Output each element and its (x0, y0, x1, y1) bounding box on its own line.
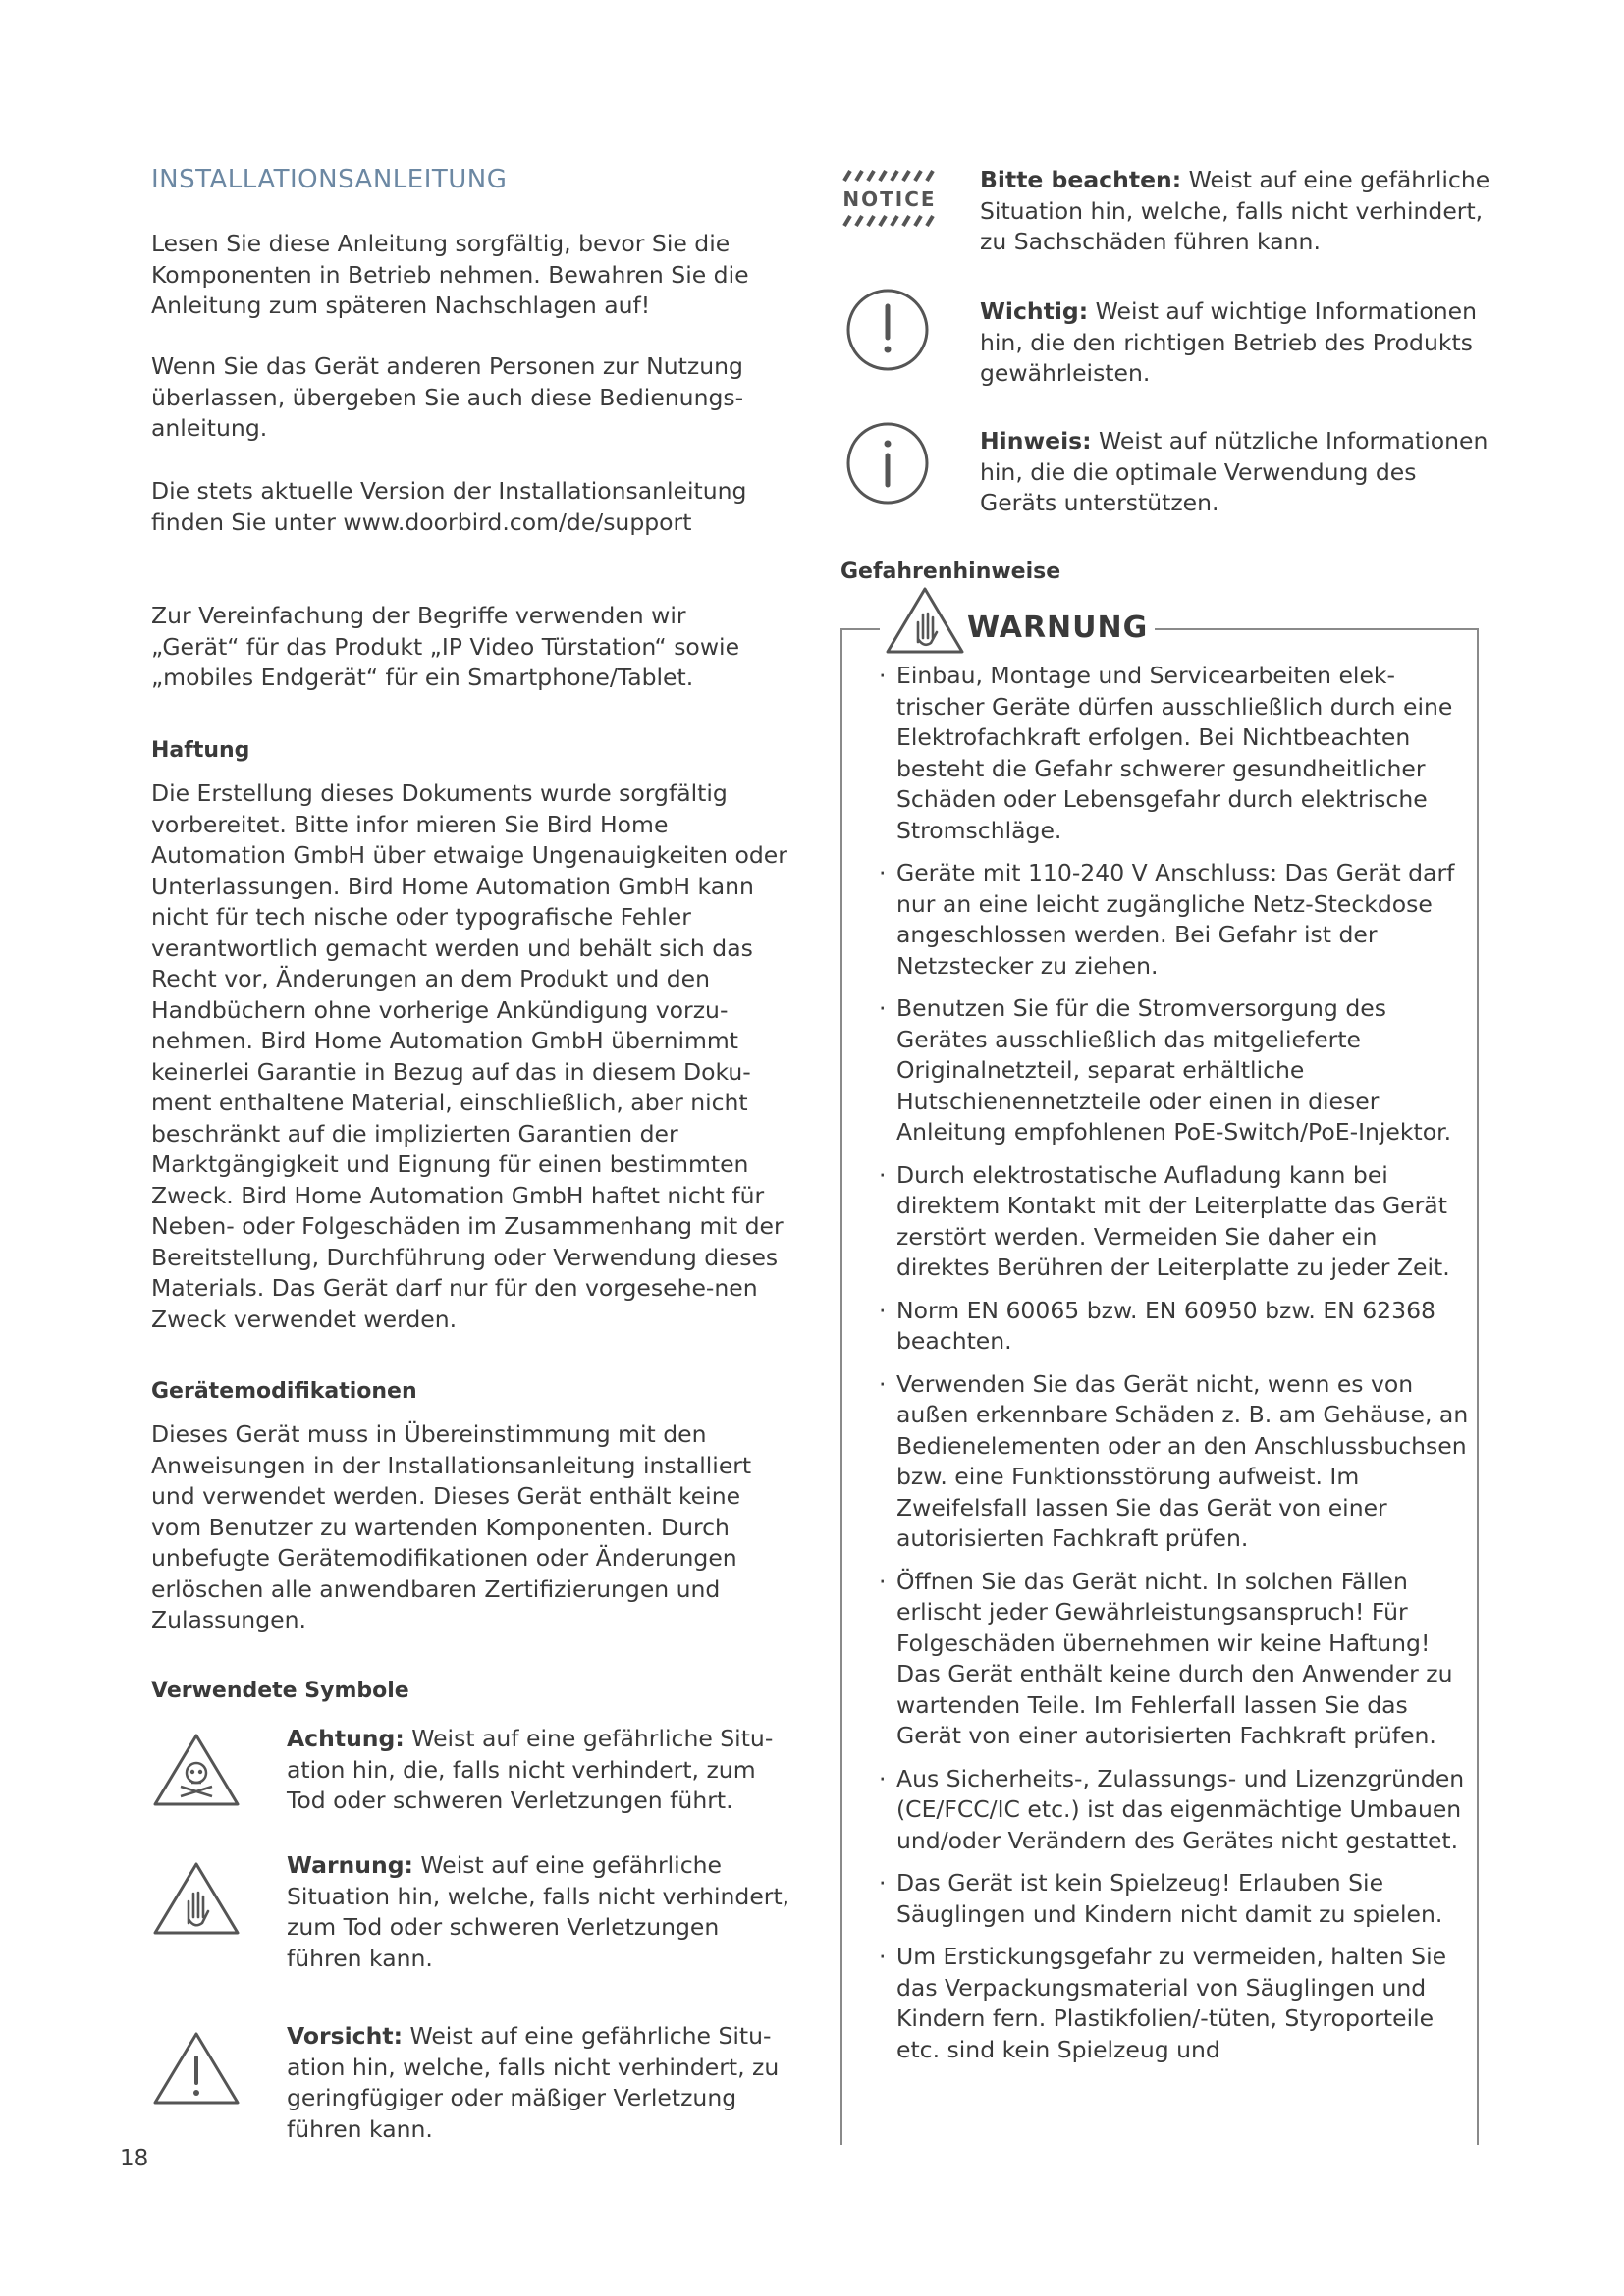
info-circle-icon (844, 420, 931, 507)
warning-title: WARNUNG (967, 611, 1149, 645)
exclamation-warning-icon (151, 2028, 242, 2109)
warning-list (879, 661, 1473, 2077)
symbol-vorsicht-label: Vorsicht: (287, 2022, 403, 2050)
symbol-bitte-beachten-label: Bitte beachten: (980, 166, 1182, 193)
list-item: · Durch elektrostatische Aufladung kann bei direktem Kontakt mit der Leiterplatte das Gerät zerstört werden. Vermeiden Sie daher ein direktes Berühren der Leiterplatte zu jeder Zeit. (879, 1160, 1450, 1281)
svg-text:NOTICE: NOTICE (842, 187, 937, 211)
notice-icon (840, 169, 939, 230)
symbol-bitte-beachten-text: Bitte beachten: Weist auf eine gefährliche Situation hin, welche, falls nicht verhindert, zu Sachschäden führen kann. (980, 166, 1490, 255)
symbol-vorsicht-text: Vorsicht: Weist auf eine gefährliche Situ-ation hin, welche, falls nicht verhindert, zu geringfügiger oder mäßiger Verletzung führen kann. (287, 2022, 780, 2143)
list-item: · Das Gerät ist kein Spielzeug! Erlauben Sie Säuglingen und Kindern nicht damit zu spielen. (879, 1869, 1443, 1928)
hand-warning-icon (884, 585, 966, 656)
list-item: · Einbau, Montage und Servicearbeiten elek-trischer Geräte dürfen ausschließlich durch eine Elektrofachkraft erfolgen. Bei Nichtbeachten besteht die Gefahr schwerer gesundheitlicher Schäden oder Lebensgefahr durch elektrische Stromschläge. (879, 662, 1453, 844)
list-item: · Norm EN 60065 bzw. EN 60950 bzw. EN 62368 beachten. (879, 1296, 1435, 1355)
symbol-warnung-label: Warnung: (287, 1851, 413, 1879)
symbol-achtung-label: Achtung: (287, 1725, 405, 1752)
intro-paragraph-3: Die stets aktuelle Version der Installationsanleitung finden Sie unter www.doorbird.com/de/support (151, 477, 747, 536)
symbol-wichtig-text: Wichtig: Weist auf wichtige Informationen hin, die den richtigen Betrieb des Produkts gewährleisten. (980, 297, 1477, 387)
intro-paragraph-2: Wenn Sie das Gerät anderen Personen zur Nutzung überlassen, übergeben Sie auch diese Bedienungs-anleitung. (151, 352, 744, 442)
symbol-achtung-text: Achtung: Weist auf eine gefährliche Situ-ation hin, die, falls nicht verhindert, zum Tod oder schweren Verletzungen führt. (287, 1725, 774, 1814)
gefahrenhinweise-heading: Gefahrenhinweise (840, 560, 1061, 584)
haftung-text: Die Erstellung dieses Dokuments wurde sorgfältig vorbereitet. Bitte infor mieren Sie Bird Home Automation GmbH über etwaige Ungenauigkeiten oder Unterlassungen. Bird Home Automation GmbH kann nicht für tech nische oder typografische Fehler verantwortlich gemacht werden und behält sich das Recht vor, Änderungen an dem Produkt und den Handbüchern ohne vorherige Ankündigung vorzu-nehmen. Bird Home Automation GmbH übernimmt keinerlei Garantie in Bezug auf das in diesem Doku-ment enthaltene Material, einschließlich, aber nicht beschränkt auf die implizierten Garantien der Marktgängigkeit und Eignung für einen bestimmten Zweck. Bird Home Automation GmbH haftet nicht für Neben- oder Folgeschäden im Zusammenhang mit der Bereitstellung, Durchführung oder Verwendung dieses Materials. Das Gerät darf nur für den vorgesehe-nen Zweck verwendet werden. (151, 779, 787, 1333)
symbole-heading: Verwendete Symbole (151, 1679, 409, 1703)
intro-paragraph-1: Lesen Sie diese Anleitung sorgfältig, bevor Sie die Komponenten in Betrieb nehmen. Bewahren Sie die Anleitung zum späteren Nachschlagen auf! (151, 230, 749, 319)
symbol-wichtig-label: Wichtig: (980, 297, 1089, 325)
symbol-warnung-text: Warnung: Weist auf eine gefährliche Situation hin, welche, falls nicht verhindert, zum Tod oder schweren Verletzungen führen kann. (287, 1851, 790, 1972)
exclamation-circle-icon (844, 287, 931, 373)
haftung-heading: Haftung (151, 738, 250, 763)
intro-paragraph-4: Zur Vereinfachung der Begriffe verwenden wir „Gerät“ für das Produkt „IP Video Türstation“ sowie „mobiles Endgerät“ für ein Smartphone/Tablet. (151, 602, 740, 691)
list-item: · Um Erstickungsgefahr zu vermeiden, halten Sie das Verpackungsmaterial von Säuglingen und Kindern fern. Plastikfolien/-tüten, Styroporteile etc. sind kein Spielzeug und (879, 1943, 1447, 2063)
symbol-hinweis-text: Hinweis: Weist auf nützliche Informationen hin, die die optimale Verwendung des Geräts unterstützen. (980, 427, 1489, 516)
list-item: · Benutzen Sie für die Stromversorgung des Gerätes ausschließlich das mitgelieferte Originalnetzteil, separat erhältliche Hutschienennetzteile oder einen in dieser Anleitung empfohlenen PoE-Switch/PoE-Injektor. (879, 994, 1452, 1146)
hand-warning-icon (151, 1858, 242, 1939)
page-number: 18 (120, 2146, 149, 2171)
modifikationen-text: Dieses Gerät muss in Übereinstimmung mit den Anweisungen in der Installationsanleitung installiert und verwendet werden. Dieses Gerät enthält keine vom Benutzer zu wartenden Komponenten. Durch unbefugte Gerätemodifikationen oder Änderungen erlöschen alle anwendbaren Zertifizierungen und Zulassungen. (151, 1420, 752, 1633)
modifikationen-heading: Gerätemodifikationen (151, 1379, 417, 1404)
list-item: · Öffnen Sie das Gerät nicht. In solchen Fällen erlischt jeder Gewährleistungsanspruch! Für Folgeschäden übernehmen wir keine Haftung! Das Gerät enthält keine durch den Anwender zu wartenden Teile. Im Fehlerfall lassen Sie das Gerät von einer autorisierten Fachkraft prüfen. (879, 1567, 1453, 1749)
skull-warning-icon (151, 1730, 242, 1810)
symbol-hinweis-label: Hinweis: (980, 427, 1092, 454)
list-item: · Geräte mit 110-240 V Anschluss: Das Gerät darf nur an eine leicht zugängliche Netz-Steckdose angeschlossen werden. Bei Gefahr ist der Netzstecker zu ziehen. (879, 859, 1455, 980)
list-item: · Aus Sicherheits-, Zulassungs- und Lizenzgründen (CE/FCC/IC etc.) ist das eigenmächtige Umbauen und/oder Verändern des Gerätes nicht gestattet. (879, 1764, 1465, 1854)
list-item: · Verwenden Sie das Gerät nicht, wenn es von außen erkennbare Schäden z. B. am Gehäuse, an Bedienelementen oder an den Anschlussbuchsen bzw. eine Funktionsstörung aufweist. Im Zweifelsfall lassen Sie das Gerät von einer autorisierten Fachkraft prüfen. (879, 1369, 1469, 1552)
page-title: INSTALLATIONSANLEITUNG (151, 165, 508, 194)
